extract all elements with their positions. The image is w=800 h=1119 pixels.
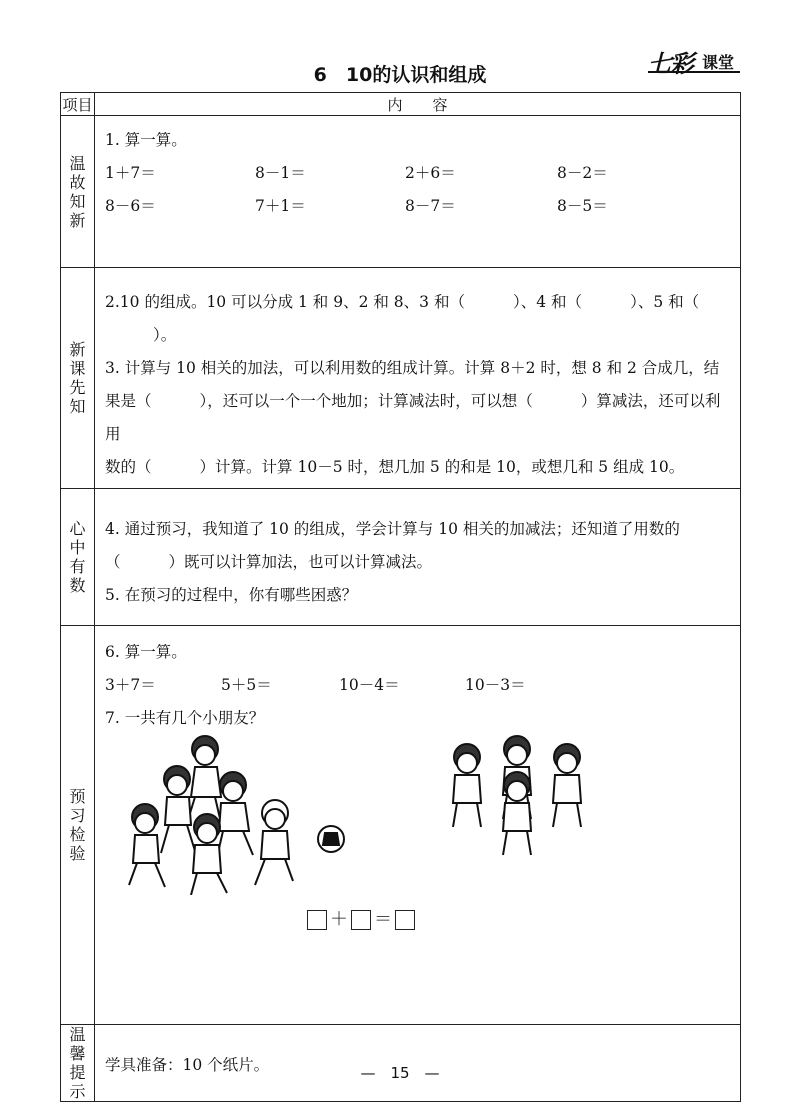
review-label: 温故知新 — [69, 153, 86, 230]
child-figure — [255, 800, 293, 885]
calc-item: 8－2＝ — [557, 164, 608, 182]
question-4: 4. 通过预习，我知道了 10 的组成，学会计算与 10 相关的加减法；还知道了用数的 （ ）既可以计算加法，也可以计算减法。 — [105, 520, 680, 571]
calc-item: 8－5＝ — [557, 197, 608, 215]
question-1: 1. 算一算。 — [105, 131, 187, 149]
question-7: 7. 一共有几个小朋友？ — [105, 709, 265, 727]
question-3: 3. 计算与 10 相关的加法，可以利用数的组成计算。计算 8＋2 时，想 8 和 2 合成几，结 果是（ ），还可以一个一个地加；计算减法时，可以想（ ）算减法，还可以利用 数的（ ）计算。计算 10－5 时，想几加 5 的和是 10，或想几和 5 组成 10。 — [105, 359, 721, 476]
plus-sign: ＋ — [330, 909, 348, 930]
child-figure — [503, 772, 531, 855]
child-figure — [187, 736, 221, 823]
children-illustration — [125, 735, 745, 895]
calc-item: 8－7＝ — [405, 197, 456, 215]
illustration-area — [105, 735, 730, 1020]
calc-row-2 — [105, 190, 730, 223]
calc-item: 3＋7＝ — [105, 676, 156, 694]
newlesson-section — [61, 268, 741, 489]
child-figure — [161, 766, 195, 853]
header-item: 项目 — [61, 93, 95, 116]
answer-box[interactable] — [395, 910, 415, 930]
check-section — [61, 626, 741, 1025]
child-figure — [553, 744, 581, 827]
tip-label: 温馨提示 — [69, 1025, 86, 1101]
calc-item: 2＋6＝ — [405, 164, 456, 182]
calc-row-1 — [105, 157, 730, 190]
calc-item: 10－3＝ — [465, 676, 526, 694]
answer-box[interactable] — [351, 910, 371, 930]
question-6: 6. 算一算。 — [105, 643, 187, 661]
child-figure — [217, 772, 253, 857]
mind-label: 心中有数 — [69, 519, 86, 595]
calc-row-3 — [105, 669, 730, 702]
child-figure — [453, 744, 481, 827]
page-number: — 15 — — [360, 1064, 440, 1082]
equation-boxes — [307, 903, 415, 936]
brand-part1: 七彩 — [648, 49, 692, 78]
calc-item: 7＋1＝ — [255, 197, 306, 215]
calc-item: 1＋7＝ — [105, 164, 156, 182]
review-section — [61, 116, 741, 268]
page-title: 6 10的认识和组成 — [313, 64, 487, 86]
header-content: 内 容 — [95, 93, 741, 116]
soccer-ball — [318, 826, 344, 852]
child-figure — [129, 804, 165, 887]
question-2: 2.10 的组成。10 可以分成 1 和 9、2 和 8、3 和（ ）、4 和（ ）、5 和（）。 — [105, 293, 700, 344]
newlesson-label: 新课先知 — [69, 340, 86, 416]
calc-item: 10－4＝ — [339, 676, 400, 694]
question-5: 5. 在预习的过程中，你有哪些困惑？ — [105, 586, 358, 604]
mind-section — [61, 489, 741, 626]
calc-item: 5＋5＝ — [221, 676, 272, 694]
answer-box[interactable] — [307, 910, 327, 930]
check-label: 预习检验 — [69, 787, 86, 863]
calc-item: 8－1＝ — [255, 164, 306, 182]
equals-sign: ＝ — [374, 909, 392, 930]
worksheet-table — [60, 92, 741, 1102]
tip-text: 学具准备：10 个纸片。 — [105, 1055, 270, 1074]
brand-part2: 课堂 — [702, 53, 735, 72]
calc-item: 8－6＝ — [105, 197, 156, 215]
